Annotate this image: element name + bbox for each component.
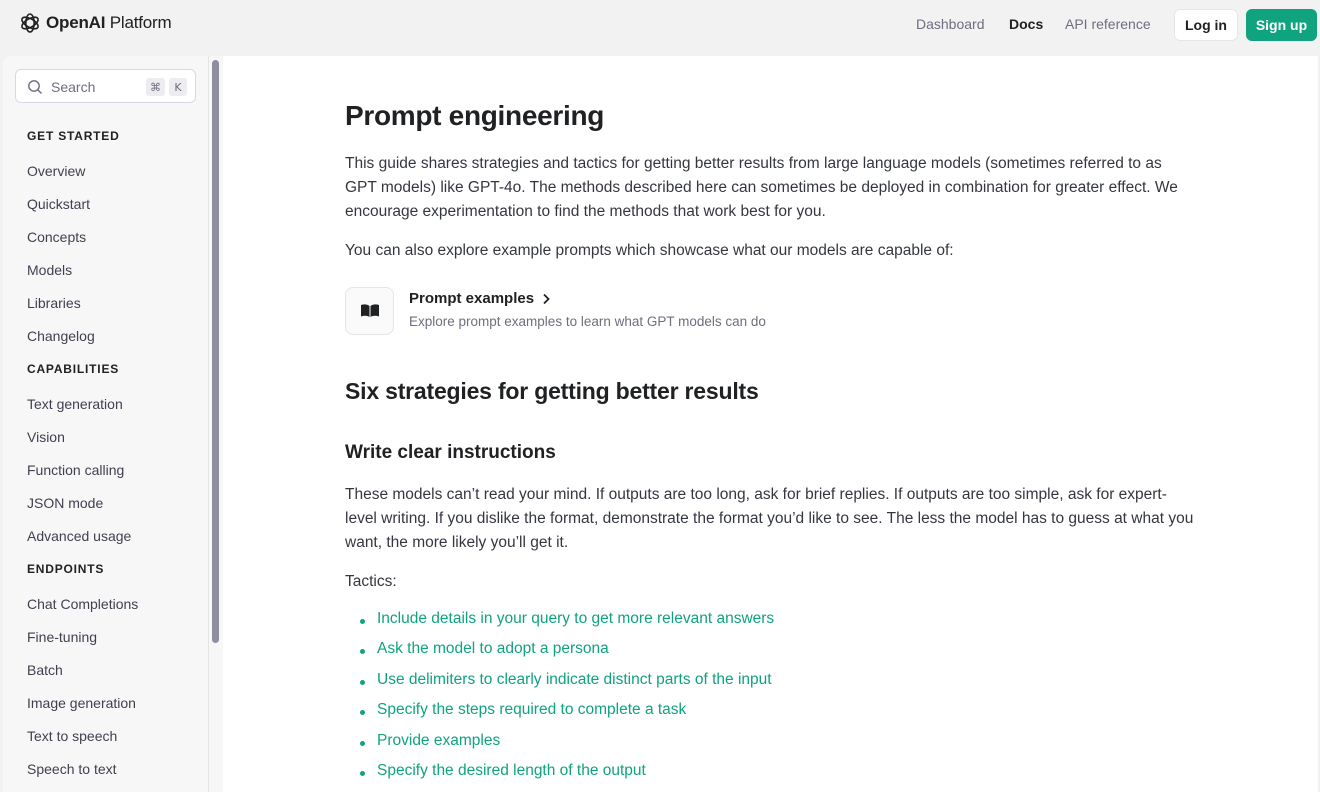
explore-paragraph: You can also explore example prompts which showcase what our models are capable of: — [345, 242, 954, 259]
shortcut-k-key: K — [169, 78, 187, 96]
sidebar-item-libraries[interactable]: Libraries — [27, 295, 81, 311]
book-open-icon — [360, 303, 380, 319]
tactic-link-provide-examples[interactable]: Provide examples — [377, 732, 501, 749]
sidebar-item-speech-to-text[interactable]: Speech to text — [27, 761, 117, 777]
nav-api-reference[interactable]: API reference — [1065, 16, 1151, 32]
main-content — [223, 56, 1318, 792]
sidebar-item-models[interactable]: Models — [27, 262, 73, 278]
top-bar — [0, 0, 1320, 56]
sidebar-item-batch[interactable]: Batch — [27, 662, 63, 678]
tactic-link-output-length[interactable]: Specify the desired length of the output — [377, 762, 646, 779]
sidebar-item-fine-tuning[interactable]: Fine-tuning — [27, 629, 98, 645]
prompt-examples-description: Explore prompt examples to learn what GPT models can do — [409, 314, 766, 329]
section-title-get-started: GET STARTED — [27, 129, 120, 143]
sidebar — [3, 56, 209, 792]
tactics-label: Tactics: — [345, 573, 397, 590]
sidebar-item-function-calling[interactable]: Function calling — [27, 462, 125, 478]
tactic-link-use-delimiters[interactable]: Use delimiters to clearly indicate distinct parts of the input — [377, 671, 772, 688]
signup-button[interactable]: Sign up — [1246, 9, 1317, 41]
search-icon — [27, 79, 43, 95]
tactic-bullet — [360, 649, 365, 654]
tactic-link-include-details[interactable]: Include details in your query to get more relevant answers — [377, 610, 775, 627]
sidebar-item-text-generation[interactable]: Text generation — [27, 396, 123, 412]
instructions-paragraph: These models can’t read your mind. If outputs are too long, ask for brief replies. If outputs are too simple, ask for expert-level writing. If you dislike the format, demonstrate the format you’d like to see. The less the model has to guess at what you want, the more likely you’ll get it. — [345, 486, 1194, 551]
tactic-link-specify-steps[interactable]: Specify the steps required to complete a task — [377, 701, 687, 718]
tactic-bullet — [360, 771, 365, 776]
sidebar-item-quickstart[interactable]: Quickstart — [27, 196, 91, 212]
sidebar-item-chat-completions[interactable]: Chat Completions — [27, 596, 139, 612]
sidebar-item-image-generation[interactable]: Image generation — [27, 695, 136, 711]
tactic-bullet — [360, 680, 365, 685]
sidebar-item-text-to-speech[interactable]: Text to speech — [27, 728, 118, 744]
tactic-link-adopt-persona[interactable]: Ask the model to adopt a persona — [377, 640, 609, 657]
prompt-examples-title: Prompt examples — [409, 290, 535, 307]
page-title: Prompt engineering — [345, 100, 605, 131]
logo-text: OpenAI Platform — [46, 13, 172, 32]
prompt-examples-link[interactable] — [409, 290, 550, 307]
openai-logo[interactable] — [18, 10, 171, 36]
sidebar-item-advanced-usage[interactable]: Advanced usage — [27, 528, 132, 544]
openai-logo-icon — [18, 11, 42, 35]
nav-docs[interactable]: Docs — [1009, 16, 1044, 32]
tactic-bullet — [360, 710, 365, 715]
write-clear-instructions-heading: Write clear instructions — [345, 442, 556, 463]
search-placeholder: Search — [51, 79, 96, 95]
strategies-heading: Six strategies for getting better results — [345, 378, 759, 404]
sidebar-scrollbar-thumb[interactable] — [212, 60, 219, 643]
sidebar-item-concepts[interactable]: Concepts — [27, 229, 87, 245]
sidebar-item-vision[interactable]: Vision — [27, 429, 65, 445]
login-button[interactable]: Log in — [1174, 9, 1238, 41]
sidebar-item-json-mode[interactable]: JSON mode — [27, 495, 104, 511]
section-title-endpoints: ENDPOINTS — [27, 562, 105, 576]
prompt-examples-card-icon[interactable] — [345, 287, 394, 335]
chevron-right-icon — [542, 293, 550, 305]
search-input[interactable] — [15, 69, 196, 103]
sidebar-item-changelog[interactable]: Changelog — [27, 328, 95, 344]
section-title-capabilities: CAPABILITIES — [27, 362, 120, 376]
nav-dashboard[interactable]: Dashboard — [916, 16, 985, 32]
shortcut-cmd-key: ⌘ — [146, 78, 165, 96]
tactic-bullet — [360, 741, 365, 746]
intro-paragraph: This guide shares strategies and tactics for getting better results from large language models (sometimes referred to as GPT models) like GPT-4o. The methods described here can sometimes be deployed in combination for greater effect. We encourage experimentation to find the methods that work best for you. — [345, 155, 1178, 220]
tactic-bullet — [360, 619, 365, 624]
sidebar-item-overview[interactable]: Overview — [27, 163, 86, 179]
